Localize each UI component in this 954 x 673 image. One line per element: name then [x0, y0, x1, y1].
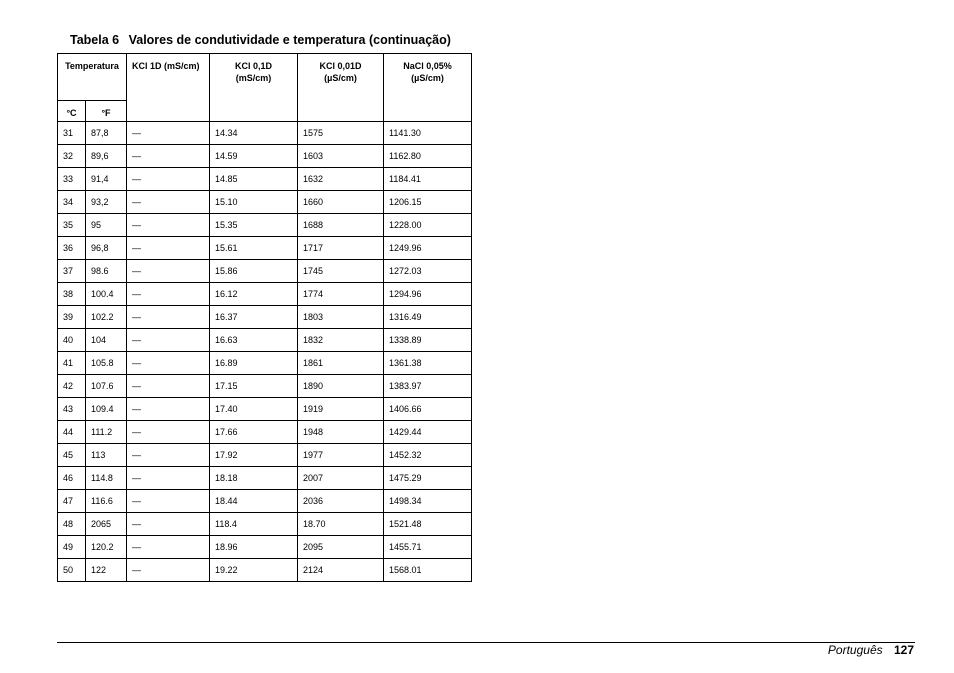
cell-kcl-1d: —	[127, 145, 210, 168]
cell-kcl-0-01d: 18.70	[298, 513, 384, 536]
cell-kcl-1d: —	[127, 283, 210, 306]
table-row	[58, 421, 472, 444]
cell-fahrenheit: 107.6	[86, 375, 127, 398]
cell-celsius: 47	[58, 490, 86, 513]
cell-nacl: 1455.71	[384, 536, 472, 559]
cell-nacl: 1162.80	[384, 145, 472, 168]
table-row	[58, 536, 472, 559]
cell-celsius: 40	[58, 329, 86, 352]
cell-kcl-0-01d: 1832	[298, 329, 384, 352]
cell-fahrenheit: 96,8	[86, 237, 127, 260]
table-row	[58, 168, 472, 191]
cell-kcl-0-1d: 15.86	[210, 260, 298, 283]
cell-kcl-0-01d: 1717	[298, 237, 384, 260]
table-row	[58, 145, 472, 168]
cell-fahrenheit: 104	[86, 329, 127, 352]
cell-kcl-0-1d: 14.59	[210, 145, 298, 168]
table-row	[58, 283, 472, 306]
cell-fahrenheit: 114.8	[86, 467, 127, 490]
table-row	[58, 467, 472, 490]
cell-nacl: 1141.30	[384, 122, 472, 145]
page-number: 127	[893, 643, 914, 657]
cell-kcl-1d: —	[127, 168, 210, 191]
header-celsius: °C	[58, 101, 86, 122]
cell-kcl-0-1d: 17.15	[210, 375, 298, 398]
cell-nacl: 1272.03	[384, 260, 472, 283]
cell-nacl: 1475.29	[384, 467, 472, 490]
cell-kcl-0-1d: 16.12	[210, 283, 298, 306]
cell-kcl-1d: —	[127, 513, 210, 536]
cell-fahrenheit: 122	[86, 559, 127, 582]
cell-kcl-0-1d: 16.89	[210, 352, 298, 375]
cell-kcl-1d: —	[127, 375, 210, 398]
cell-kcl-0-01d: 1803	[298, 306, 384, 329]
cell-kcl-0-1d: 17.40	[210, 398, 298, 421]
table-row	[58, 122, 472, 145]
cell-kcl-1d: —	[127, 122, 210, 145]
cell-kcl-1d: —	[127, 421, 210, 444]
cell-celsius: 45	[58, 444, 86, 467]
table-row	[58, 559, 472, 582]
cell-celsius: 38	[58, 283, 86, 306]
cell-nacl: 1294.96	[384, 283, 472, 306]
cell-kcl-0-1d: 15.10	[210, 191, 298, 214]
cell-kcl-1d: —	[127, 398, 210, 421]
cell-kcl-0-01d: 1575	[298, 122, 384, 145]
cell-fahrenheit: 105.8	[86, 352, 127, 375]
cell-kcl-0-1d: 15.61	[210, 237, 298, 260]
cell-nacl: 1568.01	[384, 559, 472, 582]
cell-kcl-1d: —	[127, 260, 210, 283]
cell-kcl-0-1d: 18.44	[210, 490, 298, 513]
table-row	[58, 306, 472, 329]
cell-nacl: 1206.15	[384, 191, 472, 214]
cell-celsius: 42	[58, 375, 86, 398]
table-body	[58, 122, 472, 582]
cell-celsius: 44	[58, 421, 86, 444]
cell-fahrenheit: 91,4	[86, 168, 127, 191]
cell-kcl-0-01d: 1745	[298, 260, 384, 283]
header-kcl-0-1d: KCl 0,1D (mS/cm)	[210, 54, 298, 122]
cell-kcl-0-01d: 1632	[298, 168, 384, 191]
cell-nacl: 1406.66	[384, 398, 472, 421]
cell-kcl-1d: —	[127, 444, 210, 467]
cell-nacl: 1383.97	[384, 375, 472, 398]
cell-fahrenheit: 102.2	[86, 306, 127, 329]
header-nacl: NaCl 0,05% (µS/cm)	[384, 54, 472, 122]
cell-kcl-1d: —	[127, 559, 210, 582]
cell-kcl-0-01d: 1774	[298, 283, 384, 306]
table-row	[58, 444, 472, 467]
table-row	[58, 375, 472, 398]
cell-celsius: 49	[58, 536, 86, 559]
footer-language: Português	[827, 643, 883, 657]
cell-kcl-1d: —	[127, 191, 210, 214]
cell-fahrenheit: 95	[86, 214, 127, 237]
cell-celsius: 46	[58, 467, 86, 490]
table-row	[58, 329, 472, 352]
cell-nacl: 1249.96	[384, 237, 472, 260]
cell-fahrenheit: 109.4	[86, 398, 127, 421]
table-row	[58, 260, 472, 283]
cell-fahrenheit: 98.6	[86, 260, 127, 283]
table-row	[58, 513, 472, 536]
cell-celsius: 39	[58, 306, 86, 329]
cell-nacl: 1316.49	[384, 306, 472, 329]
cell-kcl-0-1d: 118.4	[210, 513, 298, 536]
table-row	[58, 237, 472, 260]
cell-kcl-0-01d: 1919	[298, 398, 384, 421]
header-kcl-0-01d: KCl 0,01D (µS/cm)	[298, 54, 384, 122]
cell-nacl: 1521.48	[384, 513, 472, 536]
cell-kcl-0-1d: 14.85	[210, 168, 298, 191]
conductivity-temperature-table	[57, 53, 472, 582]
cell-kcl-0-1d: 17.92	[210, 444, 298, 467]
cell-kcl-1d: —	[127, 329, 210, 352]
cell-kcl-1d: —	[127, 467, 210, 490]
cell-celsius: 34	[58, 191, 86, 214]
cell-kcl-0-01d: 1890	[298, 375, 384, 398]
table-row	[58, 214, 472, 237]
cell-kcl-0-01d: 1948	[298, 421, 384, 444]
cell-kcl-0-01d: 2095	[298, 536, 384, 559]
cell-kcl-0-01d: 1977	[298, 444, 384, 467]
cell-kcl-0-01d: 1861	[298, 352, 384, 375]
header-fahrenheit: °F	[86, 101, 127, 122]
cell-celsius: 33	[58, 168, 86, 191]
cell-kcl-0-1d: 19.22	[210, 559, 298, 582]
header-temperature: Temperatura	[58, 54, 127, 101]
header-kcl-1d: KCl 1D (mS/cm)	[127, 54, 210, 122]
footer-divider	[57, 642, 915, 643]
cell-fahrenheit: 120.2	[86, 536, 127, 559]
cell-fahrenheit: 2065	[86, 513, 127, 536]
cell-celsius: 48	[58, 513, 86, 536]
cell-nacl: 1338.89	[384, 329, 472, 352]
cell-celsius: 36	[58, 237, 86, 260]
cell-kcl-0-1d: 18.96	[210, 536, 298, 559]
cell-kcl-0-01d: 1660	[298, 191, 384, 214]
cell-kcl-0-01d: 2124	[298, 559, 384, 582]
cell-kcl-0-1d: 16.63	[210, 329, 298, 352]
table-title: Valores de condutividade e temperatura (continuação)	[128, 33, 451, 47]
cell-nacl: 1452.32	[384, 444, 472, 467]
cell-kcl-1d: —	[127, 490, 210, 513]
cell-celsius: 43	[58, 398, 86, 421]
cell-kcl-0-1d: 15.35	[210, 214, 298, 237]
cell-fahrenheit: 100.4	[86, 283, 127, 306]
table-row	[58, 490, 472, 513]
cell-nacl: 1429.44	[384, 421, 472, 444]
cell-nacl: 1228.00	[384, 214, 472, 237]
table-number: Tabela 6	[70, 33, 120, 47]
cell-kcl-1d: —	[127, 306, 210, 329]
cell-kcl-1d: —	[127, 237, 210, 260]
cell-kcl-0-01d: 1603	[298, 145, 384, 168]
cell-celsius: 37	[58, 260, 86, 283]
cell-kcl-0-1d: 16.37	[210, 306, 298, 329]
page-footer	[828, 643, 914, 657]
cell-celsius: 35	[58, 214, 86, 237]
cell-kcl-0-01d: 1688	[298, 214, 384, 237]
cell-fahrenheit: 116.6	[86, 490, 127, 513]
cell-celsius: 32	[58, 145, 86, 168]
cell-nacl: 1361.38	[384, 352, 472, 375]
table-row	[58, 398, 472, 421]
cell-kcl-0-01d: 2036	[298, 490, 384, 513]
cell-celsius: 31	[58, 122, 86, 145]
cell-fahrenheit: 93,2	[86, 191, 127, 214]
cell-kcl-1d: —	[127, 352, 210, 375]
table-row	[58, 352, 472, 375]
cell-fahrenheit: 111.2	[86, 421, 127, 444]
cell-kcl-1d: —	[127, 214, 210, 237]
table-caption	[70, 33, 451, 47]
cell-nacl: 1498.34	[384, 490, 472, 513]
cell-celsius: 41	[58, 352, 86, 375]
cell-nacl: 1184.41	[384, 168, 472, 191]
cell-fahrenheit: 113	[86, 444, 127, 467]
cell-kcl-1d: —	[127, 536, 210, 559]
cell-celsius: 50	[58, 559, 86, 582]
cell-kcl-0-1d: 18.18	[210, 467, 298, 490]
header-row	[58, 54, 472, 101]
cell-kcl-0-1d: 17.66	[210, 421, 298, 444]
cell-fahrenheit: 89,6	[86, 145, 127, 168]
table-row	[58, 191, 472, 214]
cell-kcl-0-1d: 14.34	[210, 122, 298, 145]
cell-fahrenheit: 87,8	[86, 122, 127, 145]
cell-kcl-0-01d: 2007	[298, 467, 384, 490]
